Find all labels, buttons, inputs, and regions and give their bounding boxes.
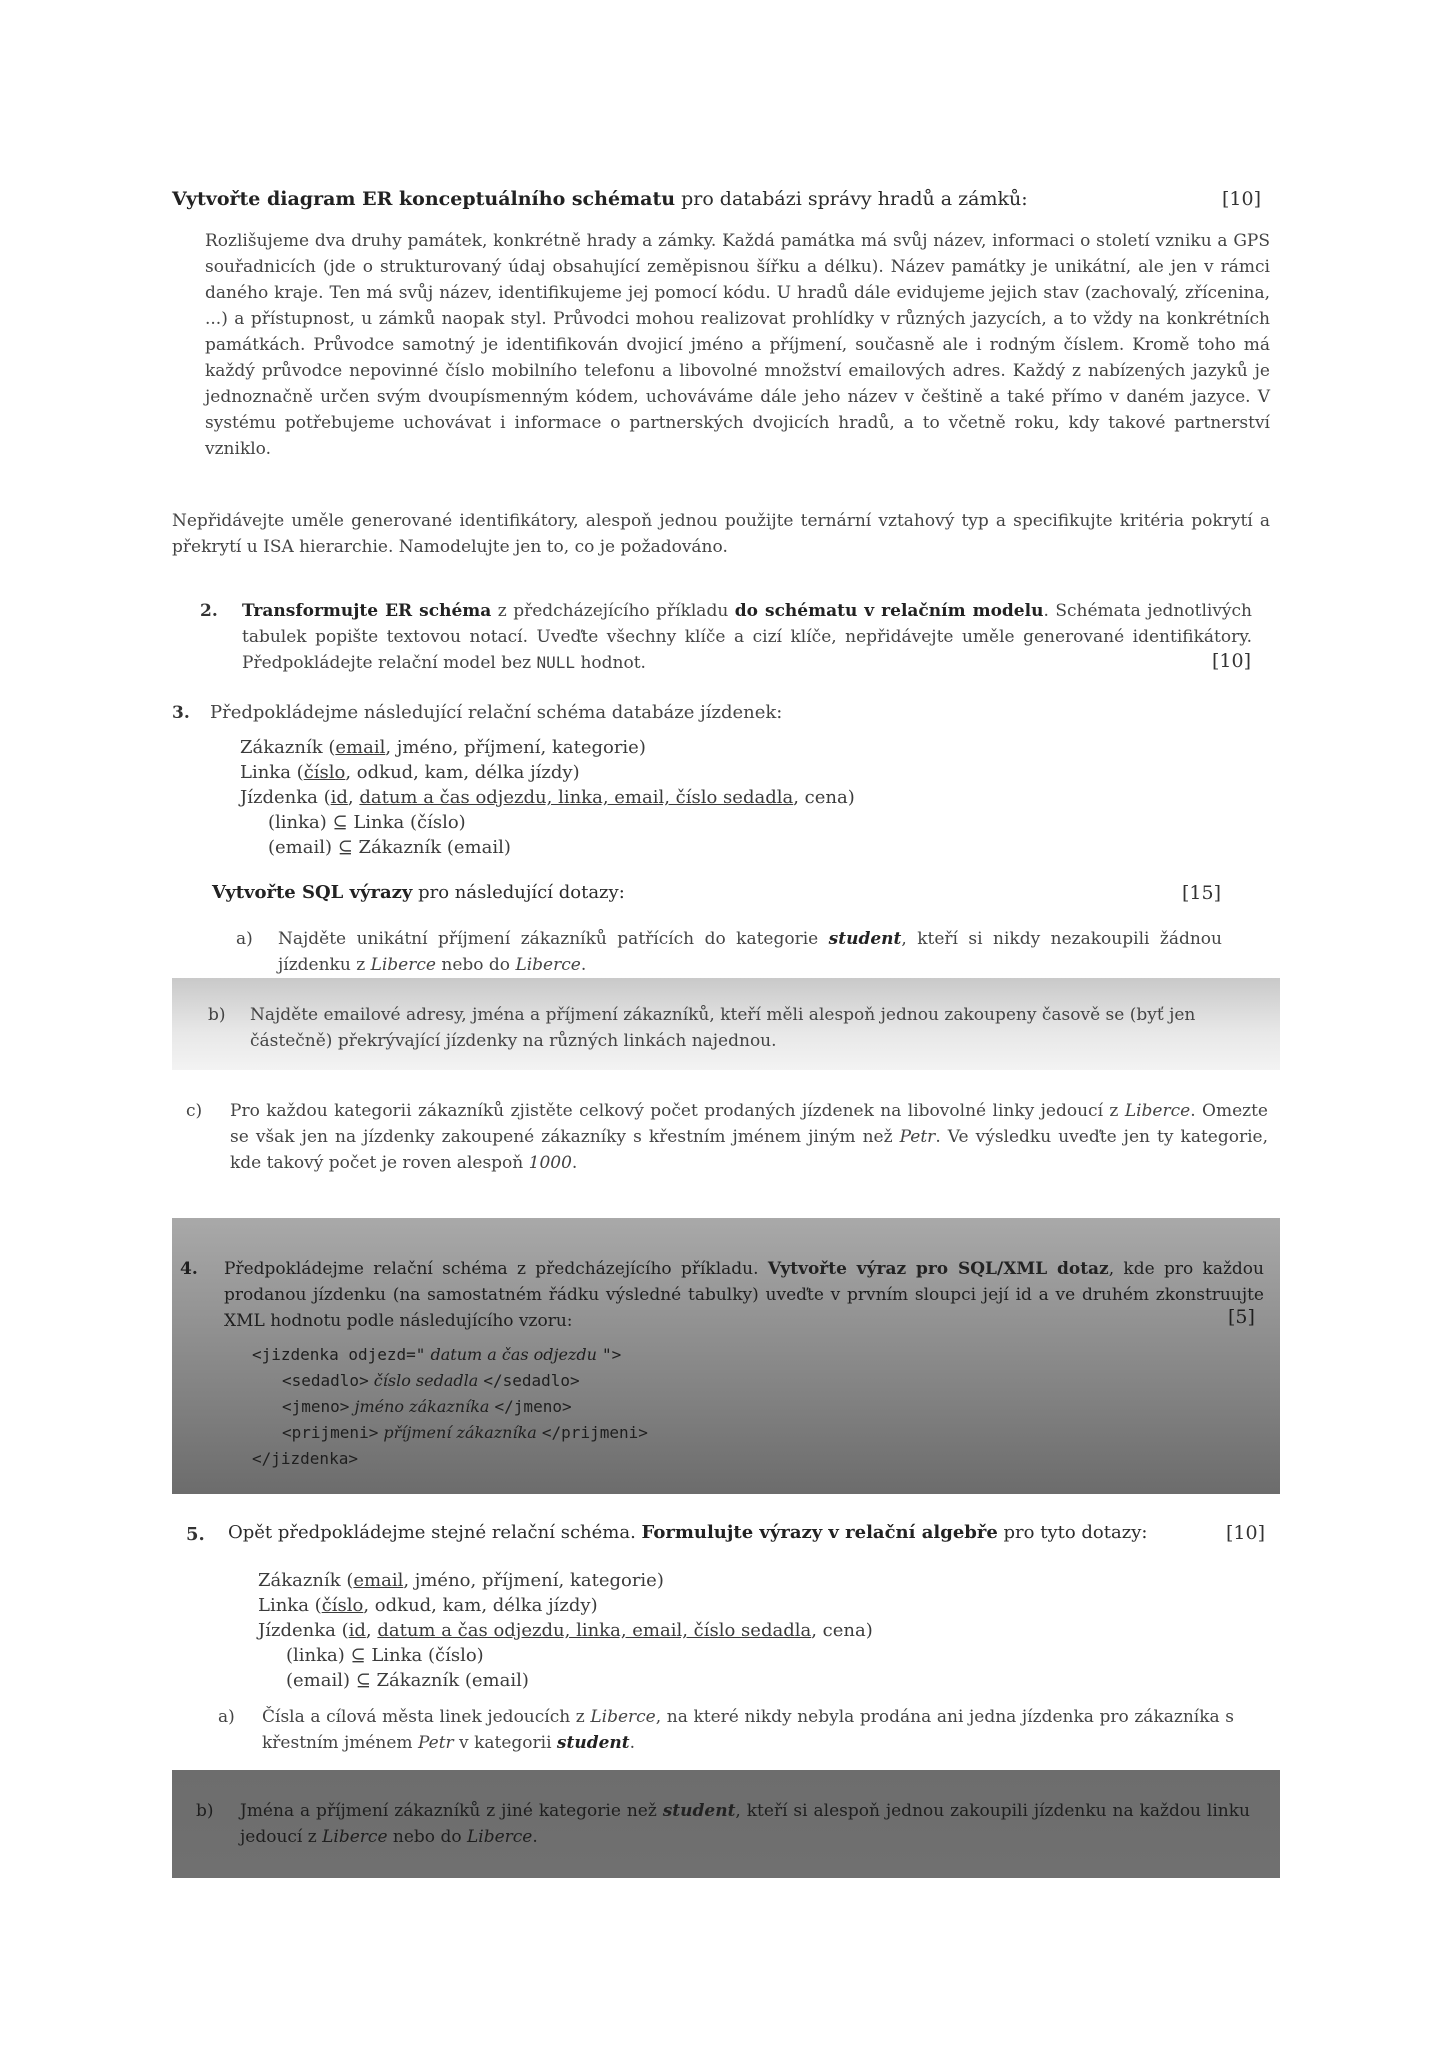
q5-schema-fk2: (email) ⊆ Zákazník (email) [286,1670,529,1691]
q5-num: 5. [186,1524,205,1545]
q3-schema-jizdenka: Jízdenka (id, datum a čas odjezdu, linka, email, číslo sedadla, cena) [240,787,855,808]
q3-schema [240,735,855,860]
q2-points: [10] [1212,650,1252,672]
q3-schema-linka: Linka (číslo, odkud, kam, délka jízdy) [240,762,580,783]
q4-num: 4. [180,1259,198,1279]
q2-bold1: Transformujte ER schéma [242,601,492,621]
q2-text3: hodnot. [575,653,646,673]
q5-b-text: Jména a příjmení zákazníků z jiné kategorie než student, kteří si alespoň jednou zakoupili jízdenku na každou linku jedoucí z Liberce nebo do Liberce. [240,1801,1251,1847]
q2-text2: . Schémata jednotlivých tabulek popište textovou notací. Uveďte všechny klíče a cizí klíče, nepřidávejte uměle generované identifikátory. Předpokládejte relační model bez [242,601,1252,673]
q4-xml-line2: <sedadlo> číslo sedadla </sedadlo> [282,1371,580,1390]
q4-xml [252,1342,648,1472]
q5-points: [10] [1226,1522,1266,1544]
q3-a-text: Najděte unikátní příjmení zákazníků patřících do kategorie student, kteří si nikdy nezakoupili žádnou jízdenku z Liberce nebo do Liberce. [278,929,1222,975]
q1-heading-bold: Vytvořte diagram ER konceptuálního schématu [172,188,676,210]
q3-intro: Předpokládejme následující relační schéma databáze jízdenek: [210,702,783,723]
q3-b-text: Najděte emailové adresy, jména a příjmení zákazníků, kteří měli alespoň jednou zakoupeny časově se (byť jen částečně) překrývající jízdenky na různých linkách najednou. [250,1005,1196,1051]
q1-points: [10] [1222,188,1262,210]
q3-schema-fk1: (linka) ⊆ Linka (číslo) [268,812,466,833]
q4-xml-line1: <jizdenka odjezd=" datum a čas odjezdu "> [252,1345,622,1364]
q3-schema-zakaznik: Zákazník (email, jméno, příjmení, kategorie) [240,737,646,758]
q4-bold: Vytvořte výraz pro SQL/XML dotaz [767,1259,1109,1279]
q3-sql-bold: Vytvořte SQL výrazy [212,882,413,903]
q2-text [242,598,1252,676]
q5-schema-fk1: (linka) ⊆ Linka (číslo) [286,1645,484,1666]
q5-b-label: b) [196,1801,214,1821]
q4-xml-line5: </jizdenka> [252,1449,358,1468]
q1-heading-rest: pro databázi správy hradů a zámků: [675,188,1028,210]
q5-schema [258,1568,873,1693]
q4-points: [5] [1228,1306,1255,1328]
q2-null: NULL [536,653,576,672]
q5-schema-jizdenka: Jízdenka (id, datum a čas odjezdu, linka, email, číslo sedadla, cena) [258,1620,873,1641]
q1-note: Nepřidávejte uměle generované identifikátory, alespoň jednou použijte ternární vztahový typ a specifikujte kritéria pokrytí a překrytí u ISA hierarchie. Namodelujte jen to, co je požadováno. [172,511,1270,557]
q5-schema-linka: Linka (číslo, odkud, kam, délka jízdy) [258,1595,598,1616]
q5-a-label: a) [218,1707,235,1727]
q4-xml-line4: <prijmeni> příjmení zákazníka </prijmeni> [282,1423,648,1442]
q1-heading [172,188,1172,210]
q3-c-label: c) [186,1101,203,1121]
q3-points: [15] [1182,882,1222,904]
q3-sql-heading [212,882,625,903]
q5-a-text: Čísla a cílová města linek jedoucích z Liberce, na které nikdy nebyla prodána ani jedna jízdenka pro zákazníka s křestním jménem Petr v kategorii student. [262,1707,1234,1753]
q1-body: Rozlišujeme dva druhy památek, konkrétně hrady a zámky. Každá památka má svůj název, informaci o století vzniku a GPS souřadnicích (jde o strukturovaný údaj obsahující zeměpisnou šířku a délku). Název památky je unikátní, ale jen v rámci daného kraje. Ten má svůj název, identifikujeme jej pomocí kódu. U hradů dále evidujeme jejich stav (zachovalý, zřícenina, ...) a přístupnost, u zámků naopak styl. Průvodci mohou realizovat prohlídky v různých jazycích, a to vždy na konkrétních památkách. Průvodce samotný je identifikován dvojicí jméno a příjmení, současně ale i rodným číslem. Kromě toho má každý průvodce nepovinné číslo mobilního telefonu a libovolné množství emailových adres. Každý z nabízených jazyků je jednoznačně určen svým dvoupísmenným kódem, uchováváme dále jeho název v češtině a také přímo v daném jazyce. V systému potřebujeme uchovávat i informace o partnerských dvojicích hradů, a to včetně roku, kdy takové partnerství vzniklo. [205,231,1270,459]
q2-text1: z předcházejícího příkladu [491,601,735,621]
q3-b-label: b) [208,1005,226,1025]
q3-schema-fk2: (email) ⊆ Zákazník (email) [268,837,511,858]
q3-a-label: a) [236,929,253,949]
q4-text: Předpokládejme relační schéma z předcházejícího příkladu. Vytvořte výraz pro SQL/XML dotaz, kde pro každou prodanou jízdenku (na samostatném řádku výsledné tabulky) uveďte v prvním sloupci její id a ve druhém zkonstruujte XML hodnotu podle následujícího vzoru: [224,1259,1264,1331]
q3-sql-rest: pro následující dotazy: [412,882,625,903]
q4-xml-line3: <jmeno> jméno zákazníka </jmeno> [282,1397,572,1416]
q2-num: 2. [200,601,218,621]
q5-bold: Formulujte výrazy v relační algebře [641,1522,998,1543]
q3-num: 3. [172,703,190,723]
q5-schema-zakaznik: Zákazník (email, jméno, příjmení, kategorie) [258,1570,664,1591]
q3-c-text: Pro každou kategorii zákazníků zjistěte celkový počet prodaných jízdenek na libovolné linky jedoucí z Liberce. Omezte se však jen na jízdenky zakoupené zákazníky s křestním jménem jiným než Petr. Ve výsledku uveďte jen ty kategorie, kde takový počet je roven alespoň 1000. [230,1101,1268,1173]
q2-bold2: do schématu v relačním modelu [734,601,1044,621]
q5-heading: Opět předpokládejme stejné relační schéma. Formulujte výrazy v relační algebře pro tyto dotazy: [228,1522,1148,1543]
